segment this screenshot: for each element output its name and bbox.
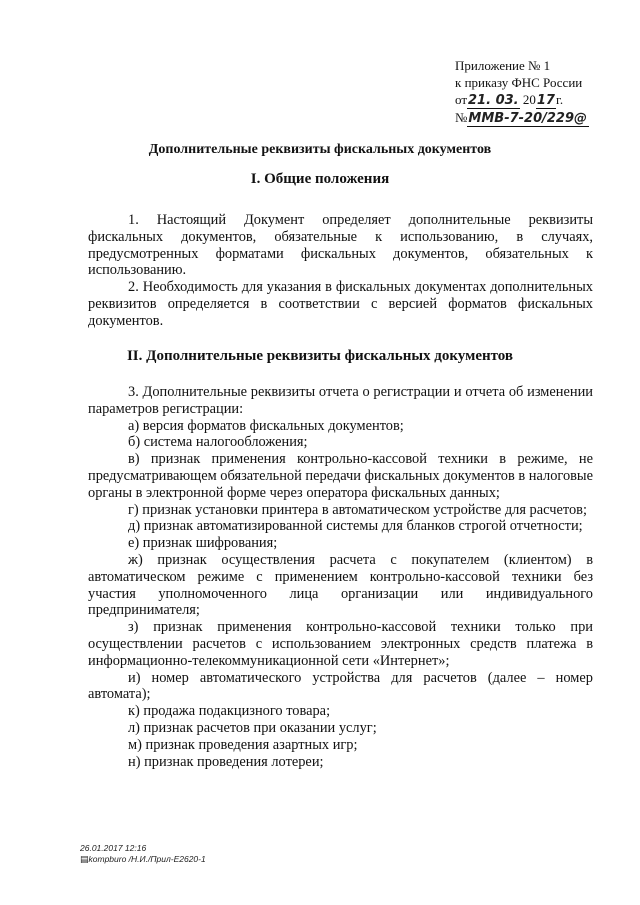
paragraph-3: 3. Дополнительные реквизиты отчета о регистрации и отчета об изменении параметров регистрации: <box>88 384 593 417</box>
handwritten-number: ММВ-7-20/229@ <box>467 112 589 127</box>
appendix-header <box>455 57 625 127</box>
list-item-g: г) признак установки принтера в автоматическом устройстве для расчетов; <box>128 501 587 518</box>
year-suffix: г. <box>555 92 564 107</box>
list-item-zh: ж) признак осуществления расчета с покупателем (клиентом) в автоматическом режиме с применением контрольно-кассовой техники без участия уполномоченного лица организации или индивидуального предпринимателя; <box>88 551 593 619</box>
list-item-i: и) номер автоматического устройства для расчетов (далее – номер автомата); <box>88 669 593 703</box>
paragraph-1: 1. Настоящий Документ определяет дополнительные реквизиты фискальных документов, обязательные к использованию, в случаях, предусмотренных форматами фискальных документов, обязательных к использованию. <box>88 212 593 279</box>
list-item-v: в) признак применения контрольно-кассовой техники в режиме, не предусматривающем обязательной передачи фискальных документов в налоговые органы в электронной форме через оператора фискальных данных; <box>88 451 593 501</box>
list-item-a: а) версия форматов фискальных документов; <box>128 417 404 434</box>
list-item-d: д) признак автоматизированной системы для бланков строгой отчетности; <box>128 518 583 535</box>
appendix-line1: Приложение № 1 <box>455 58 551 73</box>
handwritten-date: 21. 03. <box>468 93 519 108</box>
number-prefix: № <box>455 110 468 125</box>
year-prefix: 20 <box>522 92 536 107</box>
footer-path: kompburo /Н.И./Прил-E2620-1 <box>88 854 206 864</box>
list-item-b: б) система налогообложения; <box>128 434 308 451</box>
document-icon: ▤ <box>80 854 89 864</box>
handwritten-year: 17 <box>536 93 555 108</box>
paragraph-2: 2. Необходимость для указания в фискальных документах дополнительных реквизитов определяется в соответствии с версией форматов фискальных документов. <box>88 279 593 329</box>
section2-title: II. Дополнительные реквизиты фискальных документов <box>126 348 514 364</box>
footer-path-line <box>80 854 206 865</box>
appendix-number <box>455 109 625 127</box>
appendix-date <box>455 91 625 109</box>
appendix-line2: к приказу ФНС России <box>455 75 583 90</box>
file-footer <box>80 843 206 865</box>
section1-body <box>88 212 593 330</box>
document-title: Дополнительные реквизиты фискальных документов <box>148 142 492 157</box>
list-item-k: к) продажа подакцизного товара; <box>128 703 331 720</box>
list-item-n: н) признак проведения лотереи; <box>128 753 324 770</box>
list-item-z: з) признак применения контрольно-кассовой техники только при осуществлении расчетов с использованием электронных средств платежа в информационно-телекоммуникационной сети «Интернет»; <box>88 619 593 669</box>
section2-body <box>88 384 593 770</box>
list-item-m: м) признак проведения азартных игр; <box>128 736 358 753</box>
date-prefix: от <box>455 92 468 107</box>
section1-title: I. Общие положения <box>250 171 390 187</box>
list-item-l: л) признак расчетов при оказании услуг; <box>128 719 377 736</box>
footer-timestamp: 26.01.2017 12:16 <box>80 843 147 853</box>
list-item-e: е) признак шифрования; <box>128 535 278 552</box>
